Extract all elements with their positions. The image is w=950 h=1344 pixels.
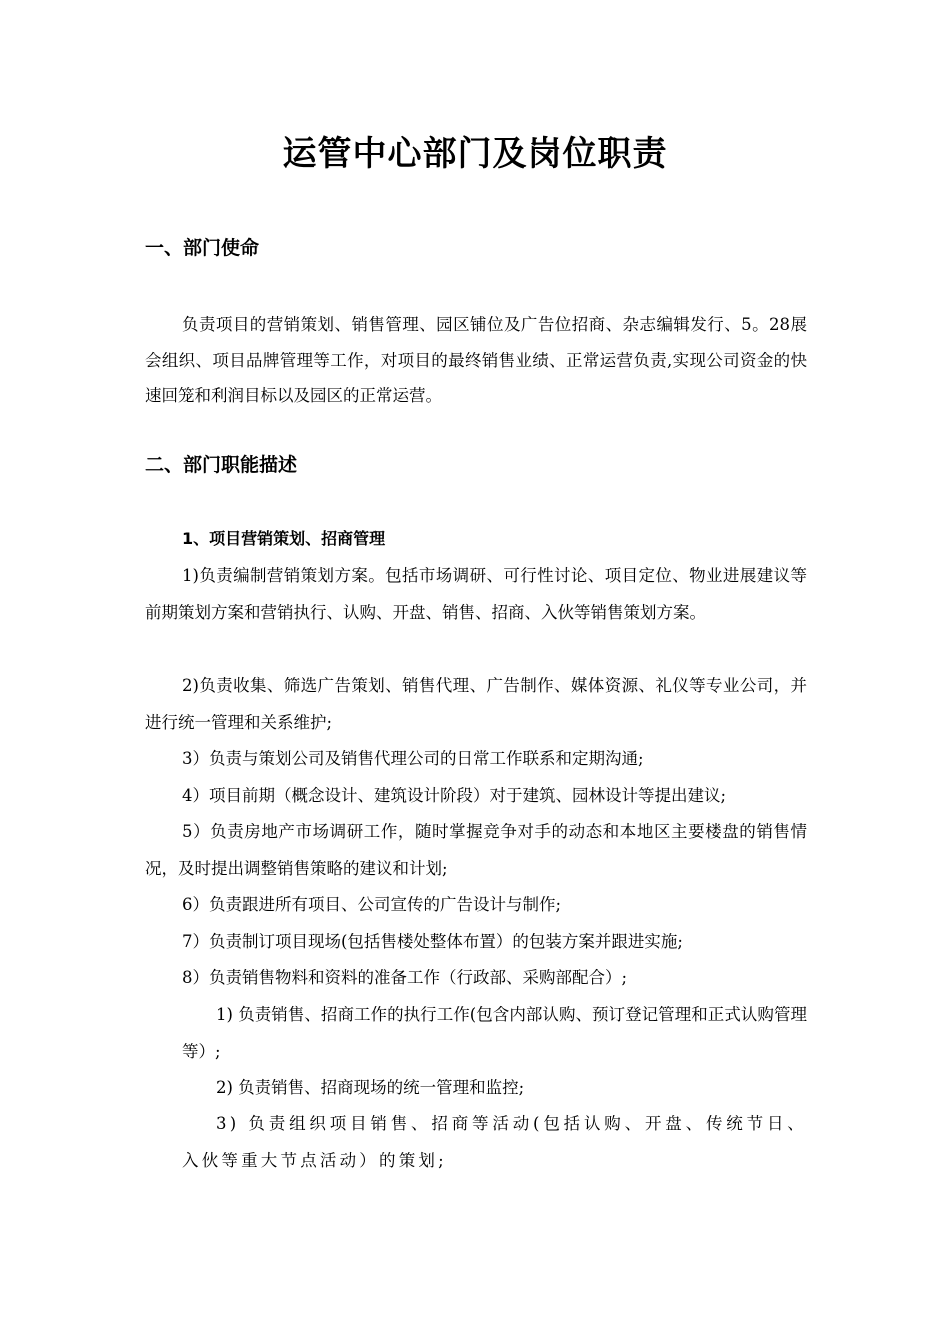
list-item: 6）负责跟进所有项目、公司宣传的广告设计与制作; bbox=[182, 895, 562, 914]
document-title: 运管中心部门及岗位职责 bbox=[282, 134, 668, 174]
list-item: 2)负责收集、筛选广告策划、销售代理、广告制作、媒体资源、礼仪等专业公司，并进行统一管理和关系维护; bbox=[145, 676, 807, 732]
list-item: 8）负责销售物料和资料的准备工作（行政部、采购部配合）; bbox=[182, 968, 628, 987]
list-item: 1)负责编制营销策划方案。包括市场调研、可行性讨论、项目定位、物业进展建议等前期策划方案和营销执行、认购、开盘、销售、招商、入伙等销售策划方案。 bbox=[145, 566, 807, 622]
list-item: 7）负责制订项目现场(包括售楼处整体布置）的包装方案并跟进实施; bbox=[182, 932, 683, 951]
list-item: 5）负责房地产市场调研工作，随时掌握竞争对手的动态和本地区主要楼盘的销售情况，及时提出调整销售策略的建议和计划; bbox=[145, 822, 807, 878]
list-item: 4）项目前期（概念设计、建筑设计阶段）对于建筑、园林设计等提出建议; bbox=[182, 786, 727, 805]
sub-list-item: 1) 负责销售、招商工作的执行工作(包含内部认购、预订登记管理和正式认购管理等）; bbox=[182, 1005, 807, 1061]
section-heading-mission: 一、部门使命 bbox=[145, 237, 260, 259]
list-item: 3）负责与策划公司及销售代理公司的日常工作联系和定期沟通; bbox=[182, 749, 644, 768]
section-heading-functions: 二、部门职能描述 bbox=[145, 454, 298, 476]
sub-list-item: 2) 负责销售、招商现场的统一管理和监控; bbox=[216, 1078, 525, 1097]
mission-paragraph: 负责项目的营销策划、销售管理、园区铺位及广告位招商、杂志编辑发行、5。28展会组织、项目品牌管理等工作，对项目的最终销售业绩、正常运营负责,实现公司资金的快速回笼和利润目标以及园区的正常运营。 bbox=[145, 315, 807, 405]
subsection-heading-marketing: 1、项目营销策划、招商管理 bbox=[182, 529, 386, 548]
sub-list-item: 3) 负责组织项目销售、招商等活动(包括认购、开盘、传统节日、入伙等重大节点活动）的策划; bbox=[182, 1114, 807, 1170]
